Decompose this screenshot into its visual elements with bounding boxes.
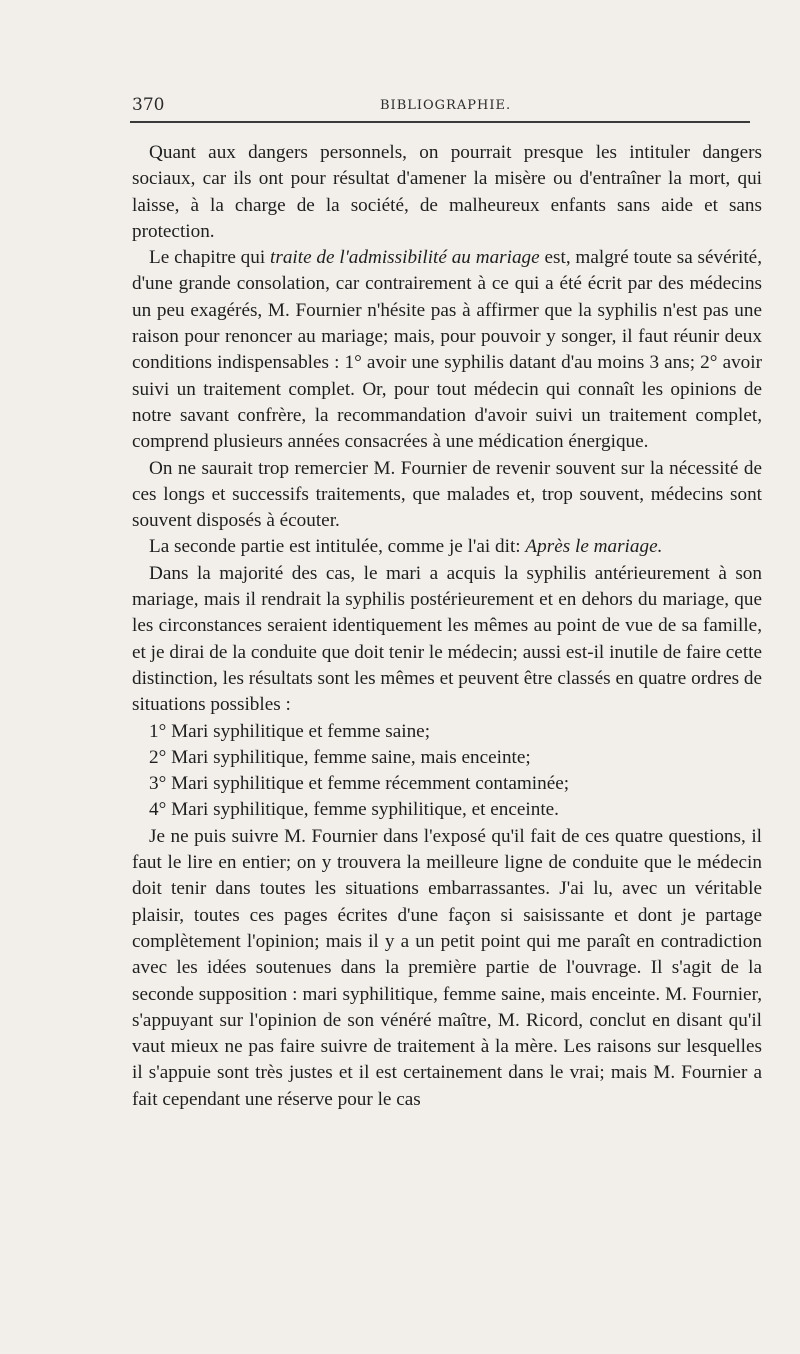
paragraph-4-italic: Après le mariage. [525,536,663,558]
paragraph-4 [132,534,762,560]
running-title: BIBLIOGRAPHIE. [380,98,512,113]
paragraph-4-part-a: La seconde partie est intitulée, comme je l'ai dit: [149,536,526,558]
list-item-1: 1° Mari syphilitique et femme saine; [149,720,431,742]
paragraph-2 [132,245,762,455]
paragraph-6: Je ne puis suivre M. Fournier dans l'exposé qu'il fait de ces quatre questions, il faut le lire en entier; on y trouvera la meilleure ligne de conduite que le médecin doit tenir dans toutes les situations embarrassantes. J'ai lu, avec un véritable plaisir, toutes ces pages écrites d'une façon si saisissante et dont je partage complètement l'opinion; mais il y a un petit point qui me paraît en contradiction avec les idées soutenues dans la première partie de l'ouvrage. Il s'agit de la seconde supposition : mari syphilitique, femme saine, mais enceinte. M. Fournier, s'appuyant sur l'opinion de son vénéré maître, M. Ricord, conclut en disant qu'il vaut mieux ne pas faire suivre de traitement à la mère. Les raisons sur lesquelles il s'appuie sont très justes et il est certainement dans le vrai; mais M. Fournier a fait cependant une réserve pour le cas [132,825,762,1110]
paragraph-3: On ne saurait trop remercier M. Fournier de revenir souvent sur la nécessité de ces longs et successifs traitements, que malades et, trop souvent, médecins sont souvent disposés à écouter. [132,457,762,532]
list-item-3: 3° Mari syphilitique et femme récemment contaminée; [149,773,570,795]
page-number: 370 [132,95,165,115]
paragraph-5: Dans la majorité des cas, le mari a acquis la syphilis antérieurement à son mariage, mais il rendrait la syphilis postérieurement et en dehors du mariage, que les circonstances seraient identiquement les mêmes au point de vue de sa famille, et je dirai de la conduite que doit tenir le médecin; aussi est-il inutile de faire cette distinction, les résultats sont les mêmes et peuvent être classés en quatre ordres de situations possibles : [132,562,762,716]
header-rule [130,121,750,123]
page-header [132,95,760,119]
list-item-4: 4° Mari syphilitique, femme syphilitique, et enceinte. [149,799,559,821]
list-item-2: 2° Mari syphilitique, femme saine, mais enceinte; [149,746,531,768]
paragraph-2-italic: traite de l'admissibilité au mariage [270,247,540,269]
body-text [132,140,762,1113]
paragraph-1: Quant aux dangers personnels, on pourrait presque les intituler dangers sociaux, car ils ont pour résultat d'amener la misère ou d'entraîner la mort, qui laisse, à la charge de la société, de malheureux enfants sans aide et sans protection. [132,142,762,242]
paragraph-2-part-b: est, malgré toute sa sévérité, d'une grande consolation, car contrairement à ce qui a été écrit par des médecins un peu exagérés, M. Fournier n'hésite pas à affirmer que la syphilis n'est pas une raison pour renoncer au mariage; mais, pour pouvoir y songer, il faut réunir deux conditions indispensables : 1° avoir une syphilis datant d'au moins 3 ans; 2° avoir suivi un traitement complet. Or, pour tout médecin qui connaît les opinions de notre savant confrère, la recommandation d'avoir suivi un traitement complet, comprend plusieurs années consacrées à une médication énergique. [132,247,762,453]
paragraph-2-part-a: Le chapitre qui [149,247,271,269]
